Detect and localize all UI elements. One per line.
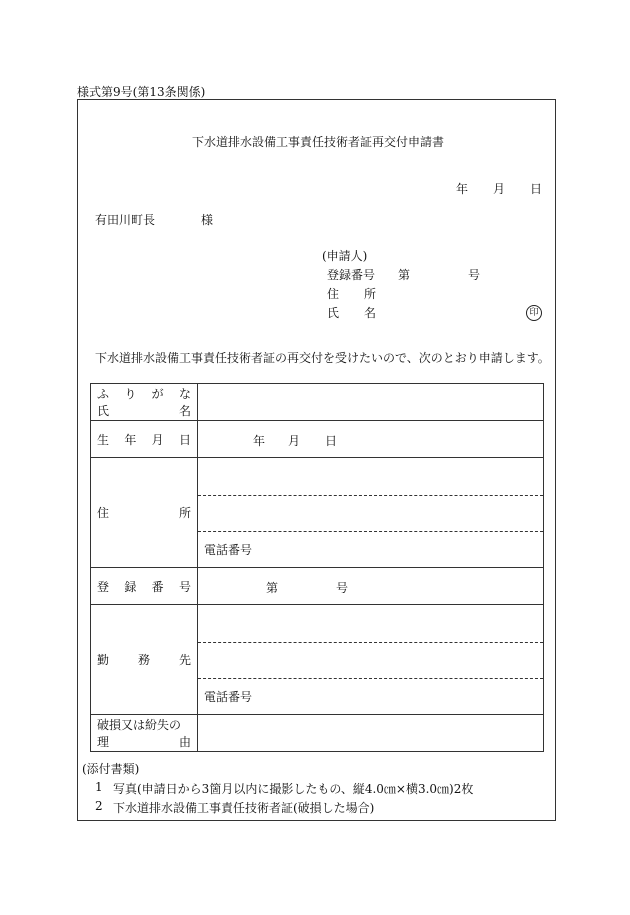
table-row-name xyxy=(91,384,544,421)
address-phone-line[interactable] xyxy=(198,531,543,567)
applicant-name-label-2: 名 xyxy=(364,306,377,320)
applicant-address-label-1: 住 xyxy=(327,287,340,301)
attachment-item-1-text: 写真(申請日から3箇月以内に撮影したもの、縦4.0㎝×横3.0㎝)2枚 xyxy=(113,782,474,796)
workplace-line-2[interactable] xyxy=(198,642,543,678)
birthdate-label-cell: 生 年 月 日 xyxy=(91,421,198,458)
reg-suffix: 号 xyxy=(336,581,349,595)
name-field[interactable] xyxy=(198,384,544,421)
form-number: 様式第9号(第13条関係) xyxy=(77,85,206,99)
name-label-cell: ふ り が な 氏 名 xyxy=(91,384,198,421)
attachment-item-2-text: 下水道排水設備工事責任技術者証(破損した場合) xyxy=(113,801,375,815)
workplace-field[interactable] xyxy=(198,605,544,715)
reg-prefix: 第 xyxy=(266,581,279,595)
table-row-birthdate xyxy=(91,421,544,458)
workplace-line-1[interactable] xyxy=(198,606,543,642)
applicant-heading: (申請人) xyxy=(322,249,368,263)
date-month: 月 xyxy=(493,182,506,196)
reason-label-cell: 破損又は紛失の 理 由 xyxy=(91,715,198,752)
registration-field[interactable] xyxy=(198,568,544,605)
workplace-phone-label: 電話番号 xyxy=(204,689,253,704)
table-row-workplace xyxy=(91,605,544,715)
address-line-2[interactable] xyxy=(198,495,543,531)
address-field[interactable] xyxy=(198,458,544,568)
application-table xyxy=(90,383,544,752)
workplace-phone-line[interactable] xyxy=(198,678,543,714)
birthdate-field[interactable] xyxy=(198,421,544,458)
workplace-label-cell: 勤 務 先 xyxy=(91,605,198,715)
applicant-reg-prefix: 第 xyxy=(398,268,411,282)
table-row-registration xyxy=(91,568,544,605)
attachment-item-1-num: 1 xyxy=(95,780,103,794)
applicant-reg-label: 登録番号 xyxy=(327,268,376,282)
applicant-reg-suffix: 号 xyxy=(468,268,481,282)
birth-month: 月 xyxy=(288,434,301,448)
document-title: 下水道排水設備工事責任技術者証再交付申請書 xyxy=(192,135,445,149)
date-day: 日 xyxy=(530,182,543,196)
applicant-address-label-2: 所 xyxy=(364,287,377,301)
registration-label-cell: 登 録 番 号 xyxy=(91,568,198,605)
applicant-name-label-1: 氏 xyxy=(327,306,340,320)
table-row-reason xyxy=(91,715,544,752)
addressee-name: 有田川町長 xyxy=(95,213,156,227)
address-line-1[interactable] xyxy=(198,459,543,495)
date-year: 年 xyxy=(456,182,469,196)
reason-field[interactable] xyxy=(198,715,544,752)
table-row-address xyxy=(91,458,544,568)
application-statement: 下水道排水設備工事責任技術者証の再交付を受けたいので、次のとおり申請します。 xyxy=(95,351,550,365)
seal-icon: 印 xyxy=(526,305,542,321)
attachment-item-2-num: 2 xyxy=(95,799,103,813)
address-label-cell: 住 所 xyxy=(91,458,198,568)
address-phone-label: 電話番号 xyxy=(204,542,253,557)
birth-year: 年 xyxy=(253,434,266,448)
birth-day: 日 xyxy=(325,434,338,448)
addressee-honorific: 様 xyxy=(201,213,214,227)
attachments-heading: (添付書類) xyxy=(82,762,140,776)
